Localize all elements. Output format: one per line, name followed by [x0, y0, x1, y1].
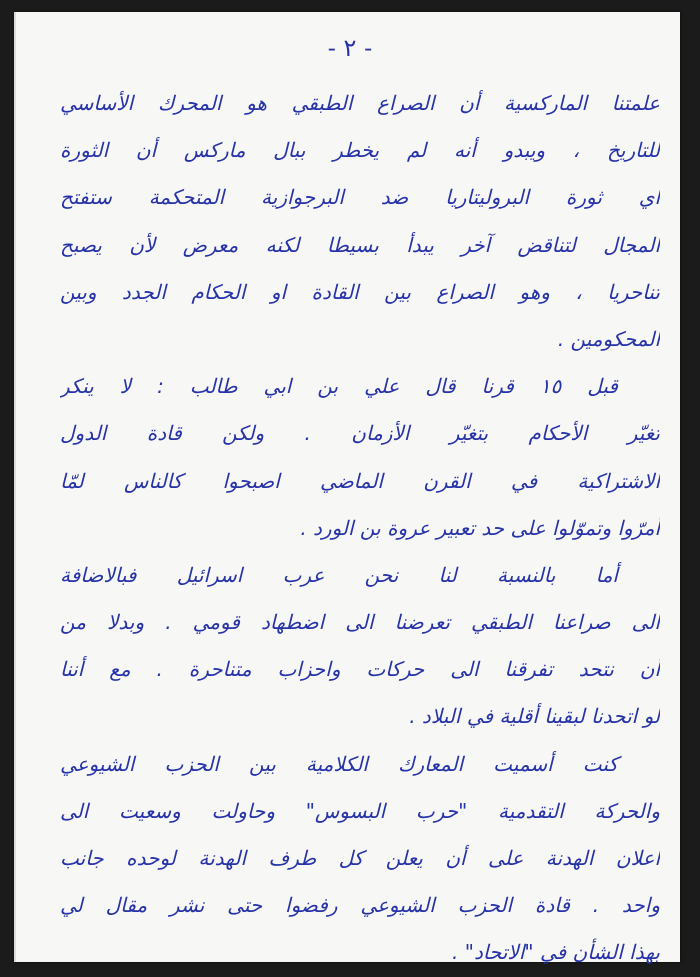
text-line: تغيّر الأحكام بتغيّر الأزمان . ولكن قادة الدول	[60, 421, 660, 446]
text-line: كنت أسميت المعارك الكلامية بين الحزب الشيوعي	[60, 751, 618, 776]
text-line: والحركة التقدمية "حرب البسوس" وحاولت وسعيت الى	[60, 798, 660, 823]
text-line: المحكومين .	[557, 326, 660, 351]
text-line: أمرّوا وتموّلوا على حد تعبير عروة بن الورد .	[300, 515, 660, 540]
handwritten-text-body	[60, 80, 660, 977]
text-line: المجال لتناقض آخر يبدأ بسيطا لكنه معرض لأن يصبح	[60, 232, 660, 257]
text-line: قبل ١٥ قرنا قال علي بن ابي طالب : لا ينكر	[60, 374, 618, 399]
text-line: لو اتحدنا لبقينا أقلية في البلاد .	[409, 704, 660, 729]
text-line: اي ثورة البروليتاريا ضد البرجوازية المتحكمة ستفتح	[60, 185, 660, 210]
page-number: - ٢ -	[327, 34, 373, 62]
text-line: أما بالنسبة لنا نحن عرب اسرائيل فبالاضافة	[60, 562, 618, 587]
text-line: للتاريخ ، ويبدو أنه لم يخطر ببال ماركس أن الثورة	[60, 138, 660, 163]
text-line: الاشتراكية في القرن الماضي اصبحوا كالناس لمّا	[60, 468, 660, 493]
text-line: تناحريا ، وهو الصراع بين القادة او الحكام الجدد وبين	[60, 279, 660, 304]
text-line: اعلان الهدنة على أن يعلن كل طرف الهدنة لوحده جانب	[60, 846, 660, 870]
text-line: أن نتحد تفرقنا الى حركات واحزاب متناحرة . مع أننا	[60, 657, 660, 682]
text-line: الى صراعنا الطبقي تعرضنا الى اضطهاد قومي . وبدلا من	[60, 610, 660, 635]
text-line: بهذا الشأن في "الاتحاد" .	[452, 940, 660, 965]
text-line: علمتنا الماركسية أن الصراع الطبقي هو المحرك الأساسي	[60, 91, 660, 115]
text-line: واحد . قادة الحزب الشيوعي رفضوا حتى نشر مقال لي	[60, 893, 660, 918]
